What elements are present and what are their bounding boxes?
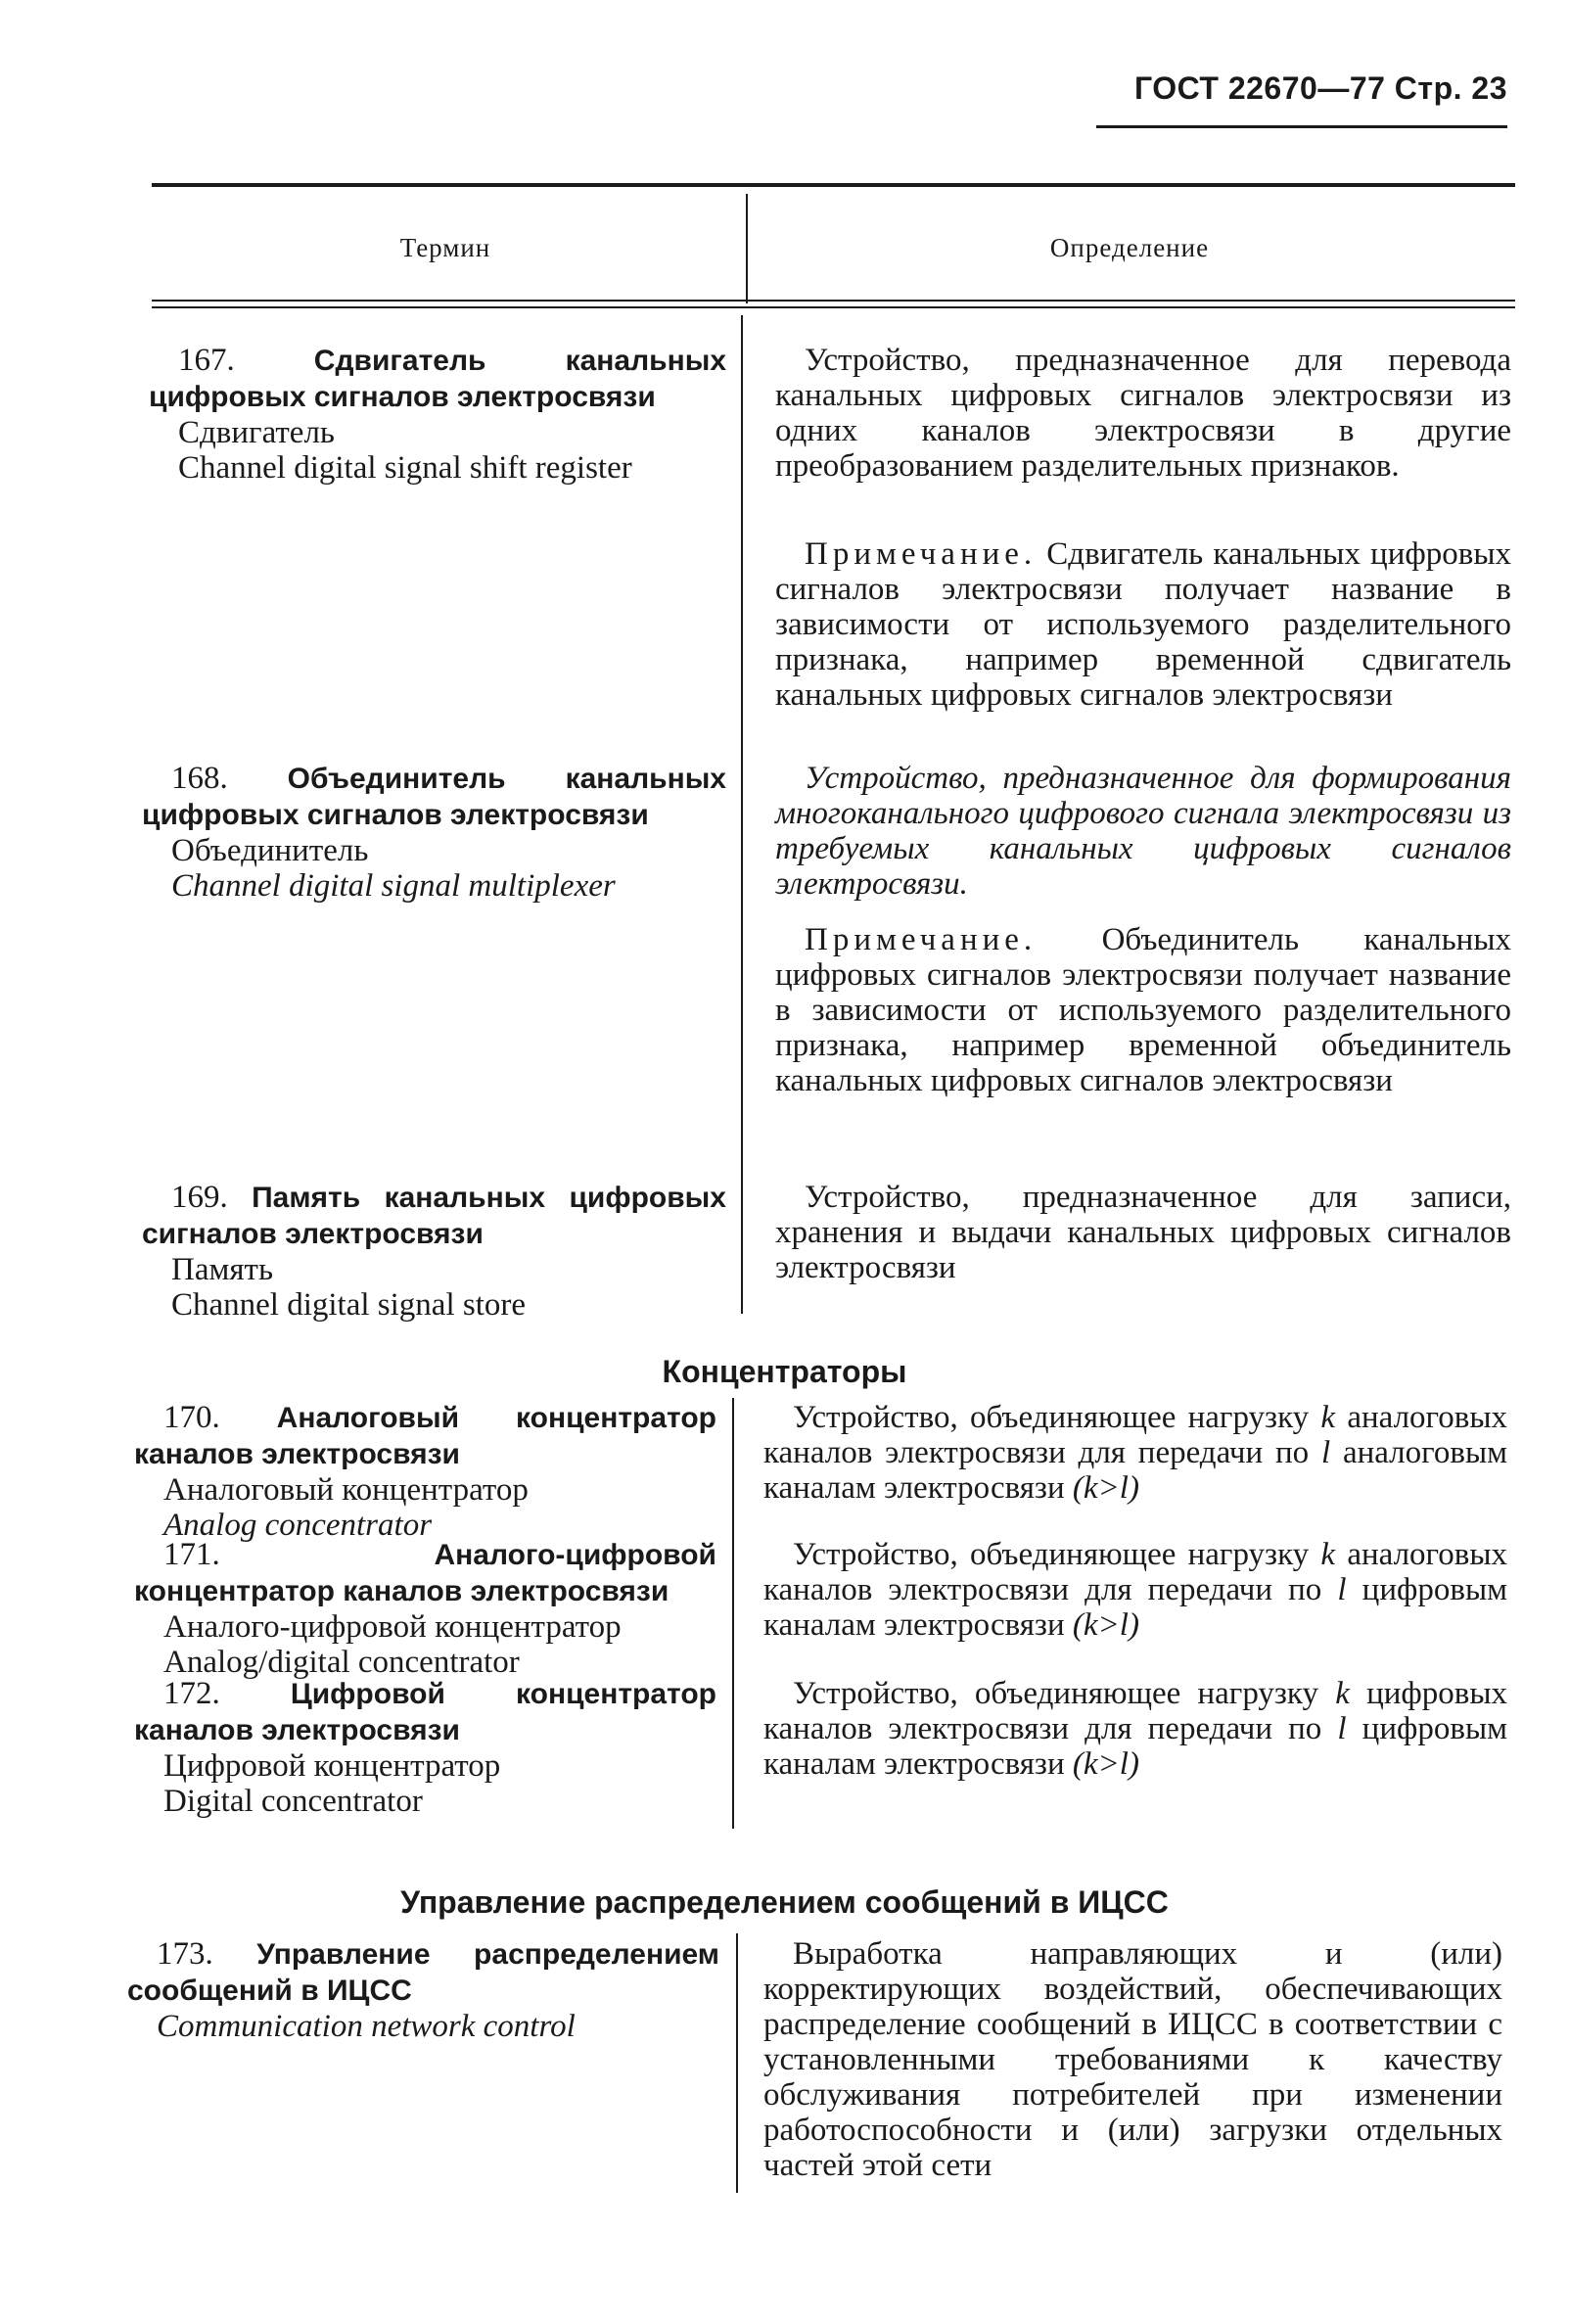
english-term: Channel digital signal shift register xyxy=(178,450,632,486)
note-label: Примечание. xyxy=(805,922,1038,957)
english-term: Channel digital signal store xyxy=(171,1287,527,1323)
definition-text: Устройство, предназначенное для формирования многоканального цифрового сигнала электросвязи из требуемых канальных цифровых сигналов электросвязи. xyxy=(775,761,1511,902)
condition: (k>l) xyxy=(1072,1746,1139,1782)
variable-l: l xyxy=(1320,1435,1331,1470)
section-title-concentrators: Концентраторы xyxy=(662,1354,907,1389)
definition-173 xyxy=(763,1936,1502,2183)
note-168 xyxy=(775,922,1511,1098)
condition: (k>l) xyxy=(1072,1607,1139,1643)
definition-part: Устройство, объединяющее нагрузку xyxy=(793,1537,1310,1572)
variable-k: k xyxy=(1320,1400,1336,1435)
term-bold: Память канальных цифровых сигналов электросвязи xyxy=(142,1182,726,1250)
note-text: Объединитель канальных цифровых сигналов электросвязи получает название в зависимости от используемого разделительного признака, например временной объединитель канальных цифровых сигналов электросвязи xyxy=(775,922,1512,1098)
definition-170 xyxy=(763,1400,1507,1506)
variable-k: k xyxy=(1320,1537,1336,1572)
definition-part: аналоговым каналам электросвязи xyxy=(763,1435,1507,1506)
term-169 xyxy=(142,1180,726,1323)
definition-167 xyxy=(775,343,1511,484)
definition-part: аналоговых каналов электросвязи для передачи по xyxy=(763,1400,1508,1470)
term-column-header: Термин xyxy=(399,233,491,262)
note-text: Сдвигатель канальных цифровых сигналов электросвязи получает название в зависимости от используемого разделительного признака, например временной сдвигатель канальных цифровых сигналов электросвязи xyxy=(775,536,1511,713)
definition-171 xyxy=(763,1537,1507,1643)
column-divider xyxy=(741,315,743,1314)
english-term: Communication network control xyxy=(157,2009,576,2044)
definition-part: аналоговых каналов электросвязи для передачи по xyxy=(763,1537,1508,1607)
header-rule-lower xyxy=(152,306,1515,308)
header-rule-upper xyxy=(152,300,1515,302)
term-number: 171. xyxy=(163,1537,220,1572)
running-header: ГОСТ 22670—77 Стр. 23 xyxy=(1133,70,1507,106)
note-label: Примечание. xyxy=(805,536,1038,572)
term-168 xyxy=(142,761,726,904)
definition-part: цифровых каналов электросвязи для передачи по xyxy=(763,1676,1508,1746)
term-number: 170. xyxy=(163,1400,220,1435)
definition-part: Устройство, объединяющее нагрузку xyxy=(793,1676,1318,1711)
short-term: Аналоговый концентратор xyxy=(163,1472,529,1508)
term-number: 169. xyxy=(171,1180,228,1215)
header-rule xyxy=(1096,125,1507,128)
term-bold: Сдвигатель канальных цифровых сигналов электросвязи xyxy=(149,345,726,413)
variable-l: l xyxy=(1337,1572,1347,1607)
definition-168 xyxy=(775,761,1511,902)
condition: (k>l) xyxy=(1072,1470,1139,1506)
english-term: Digital concentrator xyxy=(163,1784,423,1819)
term-bold: Аналоговый концентратор каналов электросвязи xyxy=(134,1402,716,1470)
definition-172 xyxy=(763,1676,1507,1782)
term-number: 168. xyxy=(171,761,228,796)
term-number: 173. xyxy=(157,1936,213,1972)
term-170 xyxy=(134,1400,716,1543)
term-bold: Управление распределением сообщений в ИЦСС xyxy=(127,1938,719,2007)
definition-text: Выработка направляющих и (или) корректирующих воздействий, обеспечивающих распределение сообщений в ИЦСС в соответствии с установленными требованиями к качеству обслуживания потребителей при изменении работоспособности и (или) загрузки отдельных частей этой сети xyxy=(763,1936,1502,2183)
short-term: Цифровой концентратор xyxy=(163,1748,501,1784)
term-number: 172. xyxy=(163,1676,220,1711)
definition-part: Устройство, объединяющее нагрузку xyxy=(793,1400,1310,1435)
term-172 xyxy=(134,1676,716,1819)
definition-text: Устройство, предназначенное для записи, хранения и выдачи канальных цифровых сигналов электросвязи xyxy=(775,1180,1511,1285)
section-title-control: Управление распределением сообщений в ИЦСС xyxy=(400,1884,1169,1920)
term-167 xyxy=(149,343,726,486)
term-number: 167. xyxy=(178,343,235,378)
definition-part: цифровым каналам электросвязи xyxy=(763,1572,1507,1643)
table-top-rule xyxy=(152,183,1515,187)
english-term: Analog/digital concentrator xyxy=(163,1645,520,1680)
short-term: Сдвигатель xyxy=(178,415,335,450)
note-167 xyxy=(775,536,1511,713)
term-bold: Цифровой концентратор каналов электросвязи xyxy=(134,1678,716,1746)
english-term: Analog concentrator xyxy=(163,1508,433,1543)
short-term: Аналого-цифровой концентратор xyxy=(163,1609,622,1645)
variable-l: l xyxy=(1337,1711,1347,1746)
short-term: Память xyxy=(171,1252,274,1287)
column-divider xyxy=(736,1933,738,2193)
definition-text: Устройство, предназначенное для перевода канальных цифровых сигналов электросвязи из одних каналов электросвязи в другие преобразованием разделительных признаков. xyxy=(775,343,1511,484)
short-term: Объединитель xyxy=(171,833,369,868)
variable-k: k xyxy=(1335,1676,1350,1711)
definition-column-header: Определение xyxy=(1049,233,1210,262)
english-term: Channel digital signal multiplexer xyxy=(171,868,616,904)
term-bold: Аналого-цифровой концентратор каналов электросвязи xyxy=(134,1539,716,1607)
term-bold: Объединитель канальных цифровых сигналов электросвязи xyxy=(142,763,726,831)
definition-part: цифровым каналам электросвязи xyxy=(763,1711,1507,1782)
term-171 xyxy=(134,1537,716,1680)
definition-169 xyxy=(775,1180,1511,1285)
column-divider xyxy=(732,1398,734,1829)
term-173 xyxy=(127,1936,719,2044)
